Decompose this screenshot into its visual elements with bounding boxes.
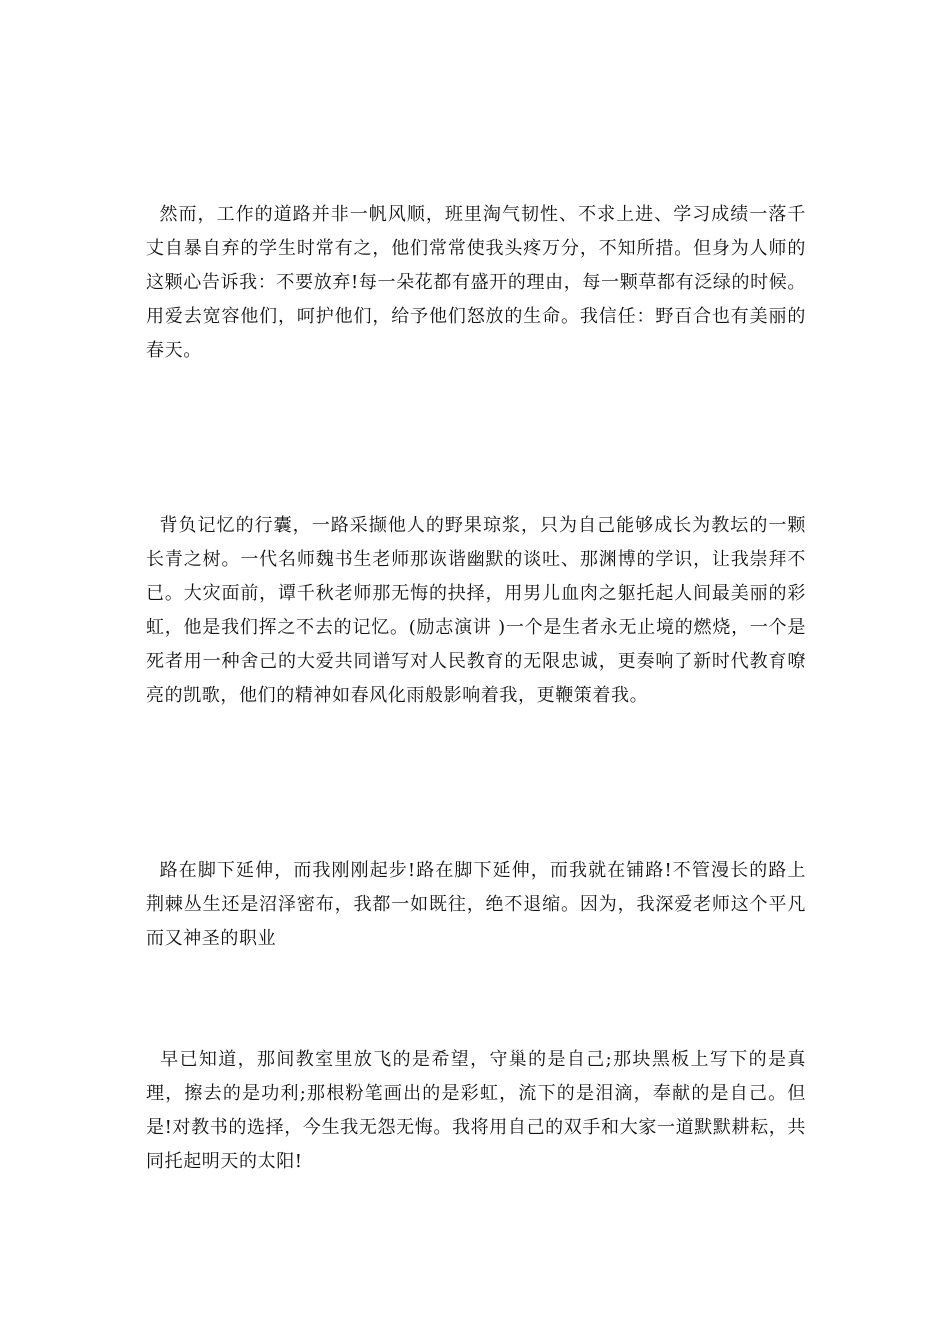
paragraph-2: 背负记忆的行囊，一路采撷他人的野果琼浆，只为自己能够成长为教坛的一颗长青之树。一代名师魏书生老师那诙谐幽默的谈吐、那渊博的学识，让我崇拜不已。大灾面前，谭千秋老师那无悔的抉择，用男儿血肉之躯托起人间最美丽的彩虹，他是我们挥之不去的记忆。(励志演讲 )一个是生者永无止境的燃烧，一个是死者用一种舍己的大爱共同谱写对人民教育的无限忠诚，更奏响了新时代教育嘹亮的凯歌，他们的精神如春风化雨般影响着我，更鞭策着我。	[146, 515, 806, 706]
paragraph-1: 然而，工作的道路并非一帆风顺，班里淘气韧性、不求上进、学习成绩一落千丈自暴自弃的学生时常有之，他们常常使我头疼万分，不知所措。但身为人师的这颗心告诉我：不要放弃!每一朵花都有盛开的理由，每一颗草都有泛绿的时候。用爱去宽容他们，呵护他们，给予他们怒放的生命。我信任：野百合也有美丽的春天。	[146, 204, 806, 361]
paragraph-3: 路在脚下延伸，而我刚刚起步!路在脚下延伸，而我就在铺路!不管漫长的路上荆棘丛生还是沼泽密布，我都一如既往，绝不退缩。因为，我深爱老师这个平凡而又神圣的职业	[146, 860, 806, 949]
paragraph-4: 早已知道，那间教室里放飞的是希望，守巢的是自己;那块黑板上写下的是真理，擦去的是功利;那根粉笔画出的是彩虹，流下的是泪滴，奉献的是自己。但是!对教书的选择，今生我无怨无悔。我将用自己的双手和大家一道默默耕耘，共同托起明天的太阳!	[146, 1049, 806, 1172]
